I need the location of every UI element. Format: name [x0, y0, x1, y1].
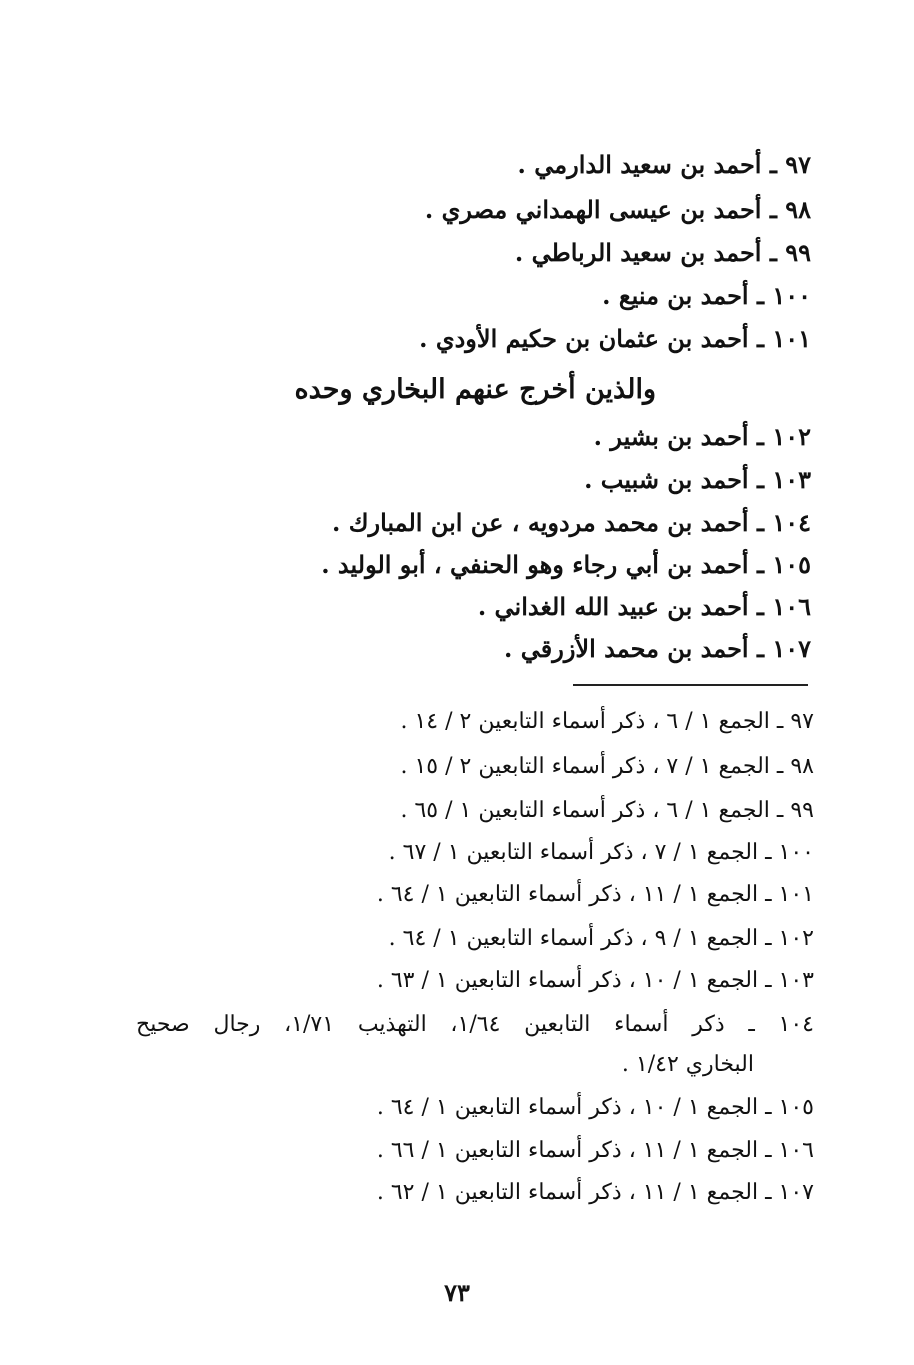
entry-97: ٩٧ ـ أحمد بن سعيد الدارمي .: [517, 150, 811, 179]
footnote-99: ٩٩ ـ الجمع ١ / ٦ ، ذكر أسماء التابعين ١ / ٦٥ .: [400, 798, 814, 823]
footnote-107: ١٠٧ ـ الجمع ١ / ١١ ، ذكر أسماء التابعين ١ / ٦٢ .: [376, 1180, 814, 1205]
entry-102: ١٠٢ ـ أحمد بن بشير .: [593, 422, 811, 451]
entry-105: ١٠٥ ـ أحمد بن أبي رجاء وهو الحنفي ، أبو الوليد .: [321, 550, 811, 579]
footnote-103: ١٠٣ ـ الجمع ١ / ١٠ ، ذكر أسماء التابعين ١ / ٦٣ .: [376, 968, 814, 993]
entry-103: ١٠٣ ـ أحمد بن شبيب .: [584, 465, 811, 494]
entry-106: ١٠٦ ـ أحمد بن عبيد الله الغداني .: [477, 592, 811, 621]
entry-101: ١٠١ ـ أحمد بن عثمان بن حكيم الأودي .: [419, 324, 811, 353]
entry-98: ٩٨ ـ أحمد بن عيسى الهمداني مصري .: [424, 195, 811, 224]
section-heading: والذين أخرج عنهم البخاري وحده: [294, 374, 656, 405]
footnote-102: ١٠٢ ـ الجمع ١ / ٩ ، ذكر أسماء التابعين ١ / ٦٤ .: [388, 926, 814, 951]
footnote-100: ١٠٠ ـ الجمع ١ / ٧ ، ذكر أسماء التابعين ١ / ٦٧ .: [388, 840, 814, 865]
footnote-separator: [573, 684, 808, 686]
footnote-105: ١٠٥ ـ الجمع ١ / ١٠ ، ذكر أسماء التابعين ١ / ٦٤ .: [376, 1095, 814, 1120]
entry-99: ٩٩ ـ أحمد بن سعيد الرباطي .: [514, 238, 811, 267]
page-number: ٧٣: [444, 1278, 470, 1307]
footnote-98: ٩٨ ـ الجمع ١ / ٧ ، ذكر أسماء التابعين ٢ / ١٥ .: [400, 754, 814, 779]
entry-104: ١٠٤ ـ أحمد بن محمد مردويه ، عن ابن المبارك .: [331, 508, 811, 537]
entry-100: ١٠٠ ـ أحمد بن منيع .: [602, 281, 811, 310]
footnote-101: ١٠١ ـ الجمع ١ / ١١ ، ذكر أسماء التابعين ١ / ٦٤ .: [376, 882, 814, 907]
footnote-104-continued: البخاري ١/٤٢ .: [621, 1052, 754, 1077]
footnote-97: ٩٧ ـ الجمع ١ / ٦ ، ذكر أسماء التابعين ٢ / ١٤ .: [400, 709, 814, 734]
footnote-104: ١٠٤ ـ ذكر أسماء التابعين ١/٦٤، التهذيب ١/٧١، رجال صحيح: [136, 1012, 814, 1037]
footnote-106: ١٠٦ ـ الجمع ١ / ١١ ، ذكر أسماء التابعين ١ / ٦٦ .: [376, 1138, 814, 1163]
entry-107: ١٠٧ ـ أحمد بن محمد الأزرقي .: [504, 634, 811, 663]
